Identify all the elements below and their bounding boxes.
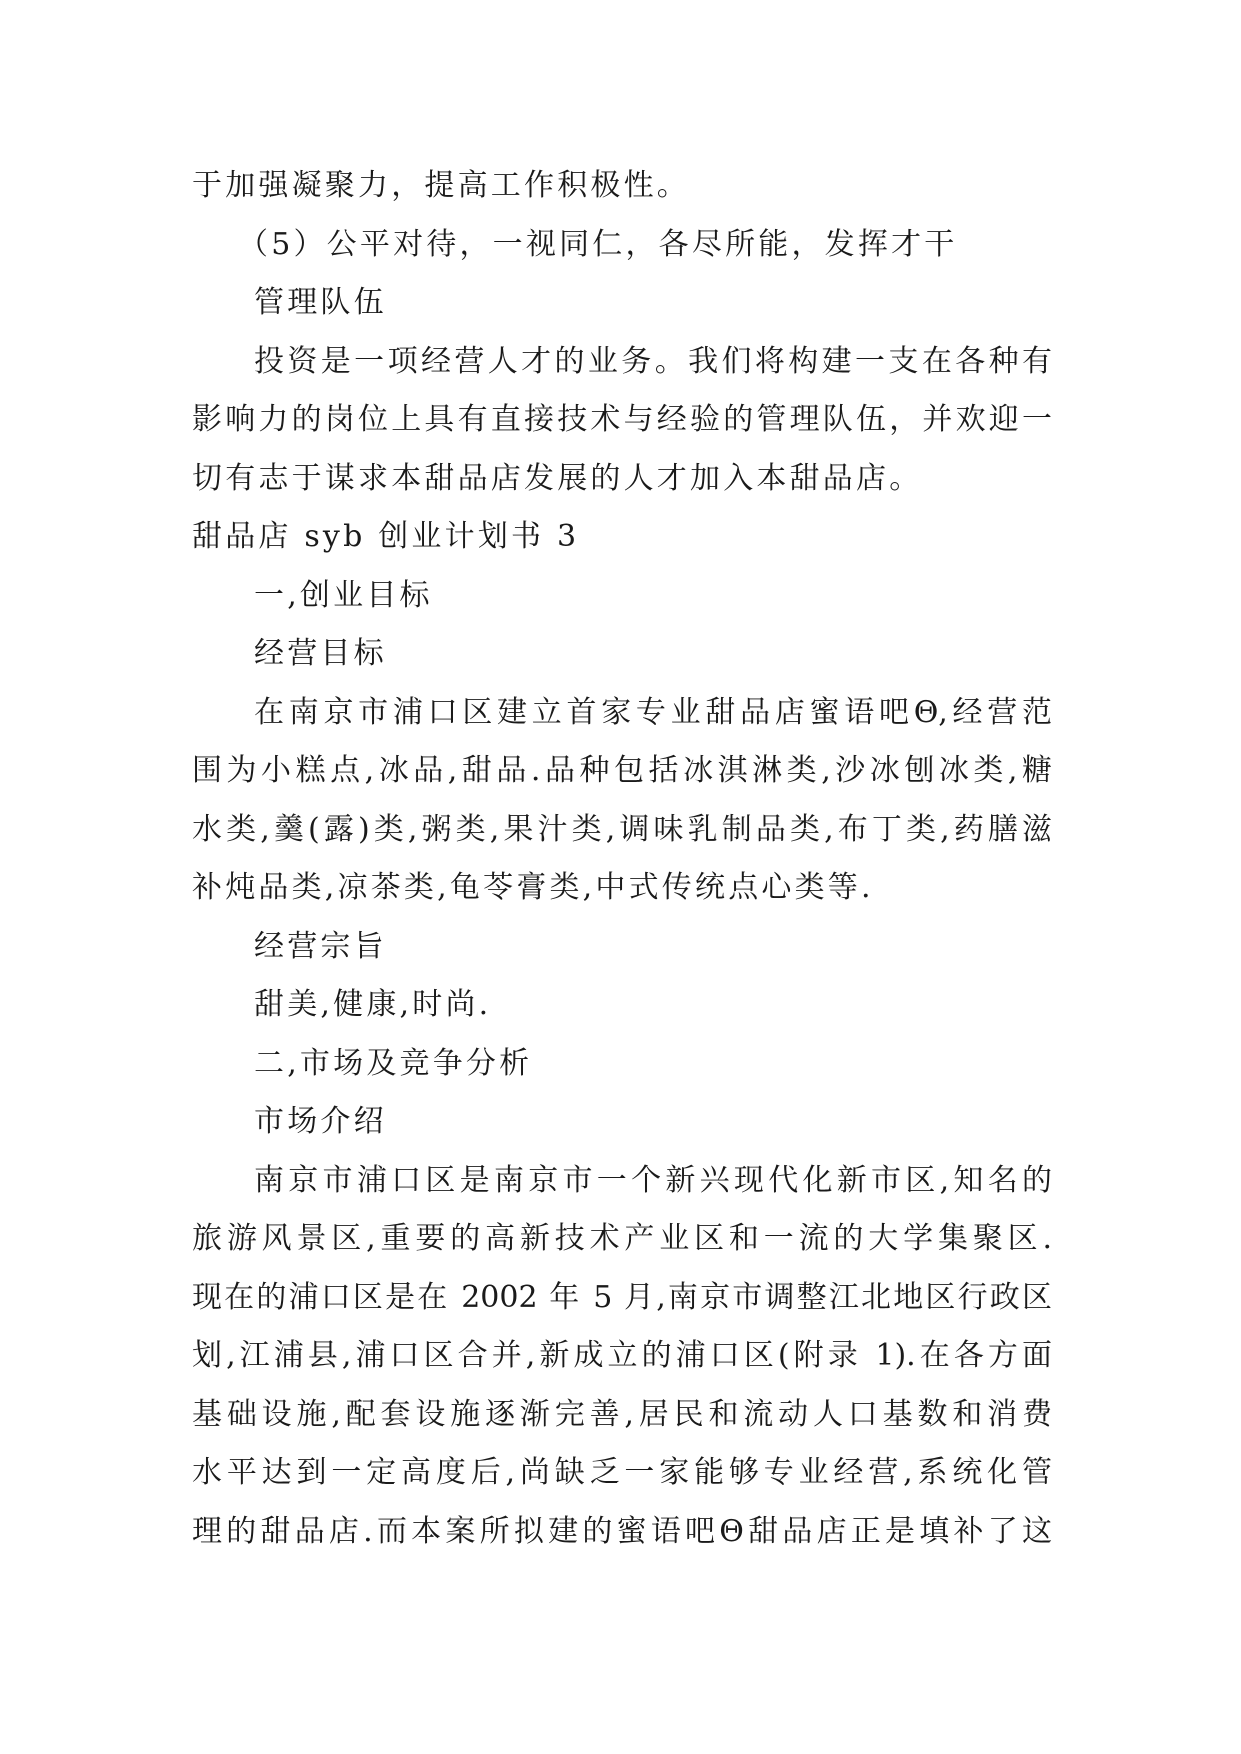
text-line: 投资是一项经营人才的业务。我们将构建一支在各种有 xyxy=(254,343,1052,379)
text-line: 围为小糕点,冰品,甜品.品种包括冰淇淋类,沙冰刨冰类,糖 xyxy=(192,753,1052,788)
text-line: 于加强凝聚力，提高工作积极性。 xyxy=(192,168,690,203)
text-line: 甜美,健康,时尚. xyxy=(254,987,492,1022)
text-line: 影响力的岗位上具有直接技术与经验的管理队伍，并欢迎一 xyxy=(192,402,1052,437)
text-line: 理的甜品店.而本案所拟建的蜜语吧Θ甜品店正是填补了这 xyxy=(192,1513,1052,1549)
document-body xyxy=(192,157,1052,1561)
text-line: （5）公平对待，一视同仁，各尽所能，发挥才干 xyxy=(238,226,958,262)
text-line: 市场介绍 xyxy=(254,1104,387,1139)
text-line: 经营目标 xyxy=(254,636,387,671)
text-line: 补炖品类,凉茶类,龟苓膏类,中式传统点心类等. xyxy=(192,870,874,905)
text-line: 水平达到一定高度后,尚缺乏一家能够专业经营,系统化管 xyxy=(192,1455,1052,1490)
text-line: 划,江浦县,浦口区合并,新成立的浦口区(附录 1).在各方面 xyxy=(192,1338,1052,1373)
text-line: 切有志于谋求本甜品店发展的人才加入本甜品店。 xyxy=(192,460,923,496)
text-line: 基础设施,配套设施逐渐完善,居民和流动人口基数和消费 xyxy=(192,1396,1052,1432)
text-line: 管理队伍 xyxy=(254,285,387,320)
text-line: 在南京市浦口区建立首家专业甜品店蜜语吧Θ,经营范 xyxy=(254,694,1052,730)
text-line: 甜品店 syb 创业计划书 3 xyxy=(192,519,580,554)
text-line: 经营宗旨 xyxy=(254,928,387,964)
text-line: 南京市浦口区是南京市一个新兴现代化新市区,知名的 xyxy=(254,1162,1052,1198)
text-line: 一,创业目标 xyxy=(254,577,433,613)
text-line: 现在的浦口区是在 2002 年 5 月,南京市调整江北地区行政区 xyxy=(192,1279,1052,1315)
text-line: 水类,羹(露)类,粥类,果汁类,调味乳制品类,布丁类,药膳滋 xyxy=(192,811,1052,847)
text-line: 二,市场及竞争分析 xyxy=(254,1045,533,1081)
text-line: 旅游风景区,重要的高新技术产业区和一流的大学集聚区. xyxy=(192,1221,1052,1256)
